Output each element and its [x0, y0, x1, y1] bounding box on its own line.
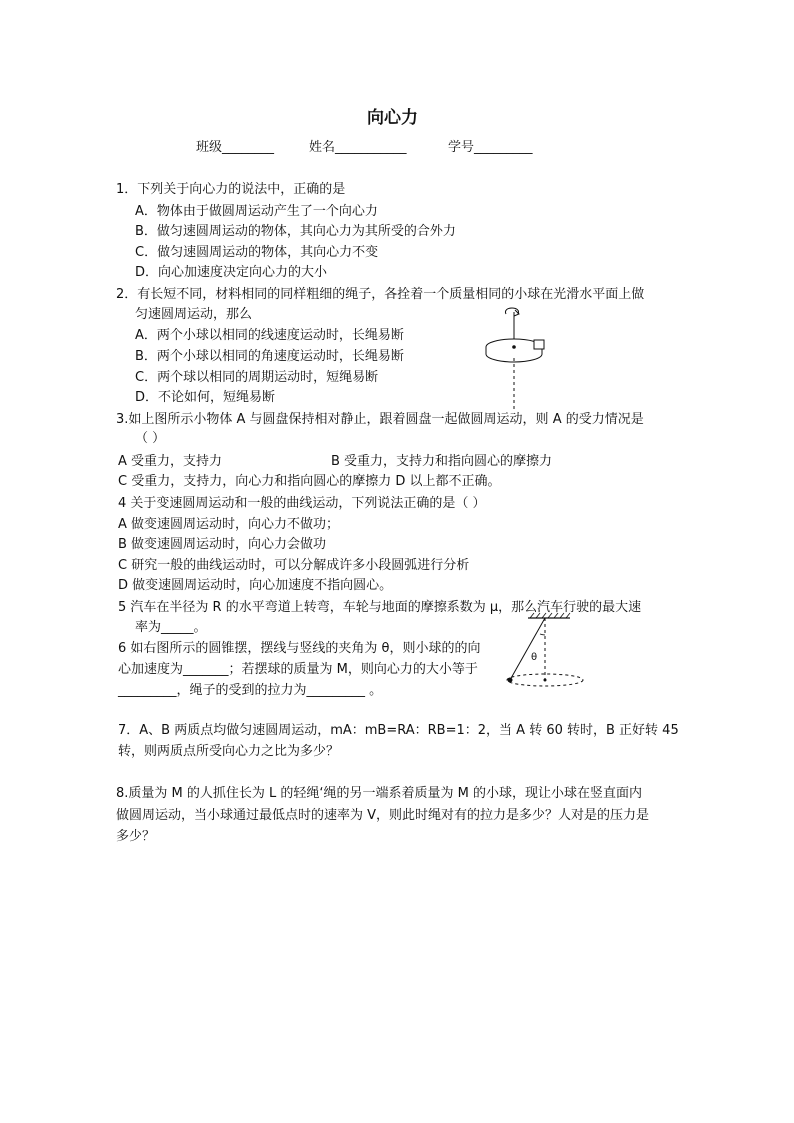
q4-option-a: A 做变速圆周运动时，向心力不做功；	[118, 517, 340, 532]
q4-stem: 4 关于变速圆周运动和一般的曲线运动，下列说法正确的是（ ）	[118, 496, 486, 511]
q4-option-c: C 研究一般的曲线运动时，可以分解成许多小段圆弧进行分析	[118, 558, 470, 573]
disc-center-dot	[512, 345, 516, 349]
q1-option-b: B．做匀速圆周运动的物体，其向心力为其所受的合外力	[135, 224, 456, 239]
q6-line1: 6 如右图所示的圆锥摆，摆线与竖线的夹角为 θ，则小球的的向	[118, 641, 481, 656]
q4-option-b: B 做变速圆周运动时，向心力会做功	[118, 537, 327, 552]
q3-option-cd: C 受重力，支持力，向心力和指向圆心的摩擦力 D 以上都不正确。	[118, 474, 501, 489]
q7-line1: 7．A、B 两质点均做匀速圆周运动，mA：mB=RA：RB=1：2，当 A 转 60 转时，B 正好转 45	[118, 723, 679, 738]
q8-line2: 做圆周运动，当小球通过最低点时的速率为 V，则此时绳对有的拉力是多少？人对是的压力是	[116, 808, 650, 823]
q2-stem-line1: 2．有长短不同，材料相同的同样粗细的绳子，各拴着一个质量相同的小球在光滑水平面上做	[116, 287, 645, 302]
conical-pendulum-figure	[500, 612, 596, 692]
ceiling-hatch	[530, 613, 570, 618]
q6-line2: 心加速度为_______；若摆球的质量为 M，则向心力的大小等于	[118, 662, 478, 677]
q3-option-a: A 受重力，支持力	[118, 454, 223, 469]
q1-option-d: D．向心加速度决定向心力的大小	[135, 265, 328, 280]
page-title: 向心力	[367, 108, 418, 128]
angle-arc	[540, 634, 545, 635]
student-id-field: 学号_________	[448, 140, 533, 155]
q2-option-b: B．两个小球以相同的角速度运动时，长绳易断	[135, 349, 404, 364]
q3-option-b: B 受重力，支持力和指向圆心的摩擦力	[331, 454, 553, 469]
block-a	[534, 340, 544, 349]
q1-option-c: C．做匀速圆周运动的物体，其向心力不变	[135, 245, 379, 260]
q5-line1: 5 汽车在半径为 R 的水平弯道上转弯，车轮与地面的摩擦系数为 μ，那么汽车行驶的最大速	[118, 600, 642, 615]
q2-option-c: C．两个球以相同的周期运动时，短绳易断	[135, 370, 379, 385]
q3-stem-line1: 3.如上图所示小物体 A 与圆盘保持相对静止，跟着圆盘一起做圆周运动，则 A 的受力情况是	[116, 412, 644, 427]
q1-stem: 1．下列关于向心力的说法中，正确的是	[116, 182, 346, 197]
q5-line2: 率为_____。	[135, 620, 207, 635]
class-field: 班级________	[196, 140, 275, 155]
circle-center-dot	[544, 679, 547, 682]
q8-line1: 8.质量为 M 的人抓住长为 L 的轻绳‘绳的另一端系着质量为 M 的小球，现让小球在竖直面内	[116, 786, 643, 801]
q2-option-a: A．两个小球以相同的线速度运动时，长绳易断	[135, 328, 404, 343]
q2-option-d: D．不论如何，短绳易断	[135, 390, 276, 405]
name-field: 姓名___________	[309, 140, 407, 155]
q4-option-d: D 做变速圆周运动时，向心加速度不指向圆心。	[118, 578, 393, 593]
rotating-disc-figure	[478, 302, 558, 412]
q8-line3: 多少？	[116, 829, 156, 844]
pendulum-string	[510, 618, 545, 680]
q2-stem-line2: 匀速圆周运动，那么	[135, 307, 253, 322]
pendulum-ball	[508, 678, 513, 683]
q1-option-a: A．物体由于做圆周运动产生了一个向心力	[135, 204, 378, 219]
q6-line3: _________，绳子的受到的拉力为_________ 。	[118, 683, 383, 698]
q7-line2: 转，则两质点所受向心力之比为多少？	[118, 744, 340, 759]
theta-label: θ	[531, 652, 538, 663]
q3-answer-blank: （ ）	[135, 431, 166, 446]
